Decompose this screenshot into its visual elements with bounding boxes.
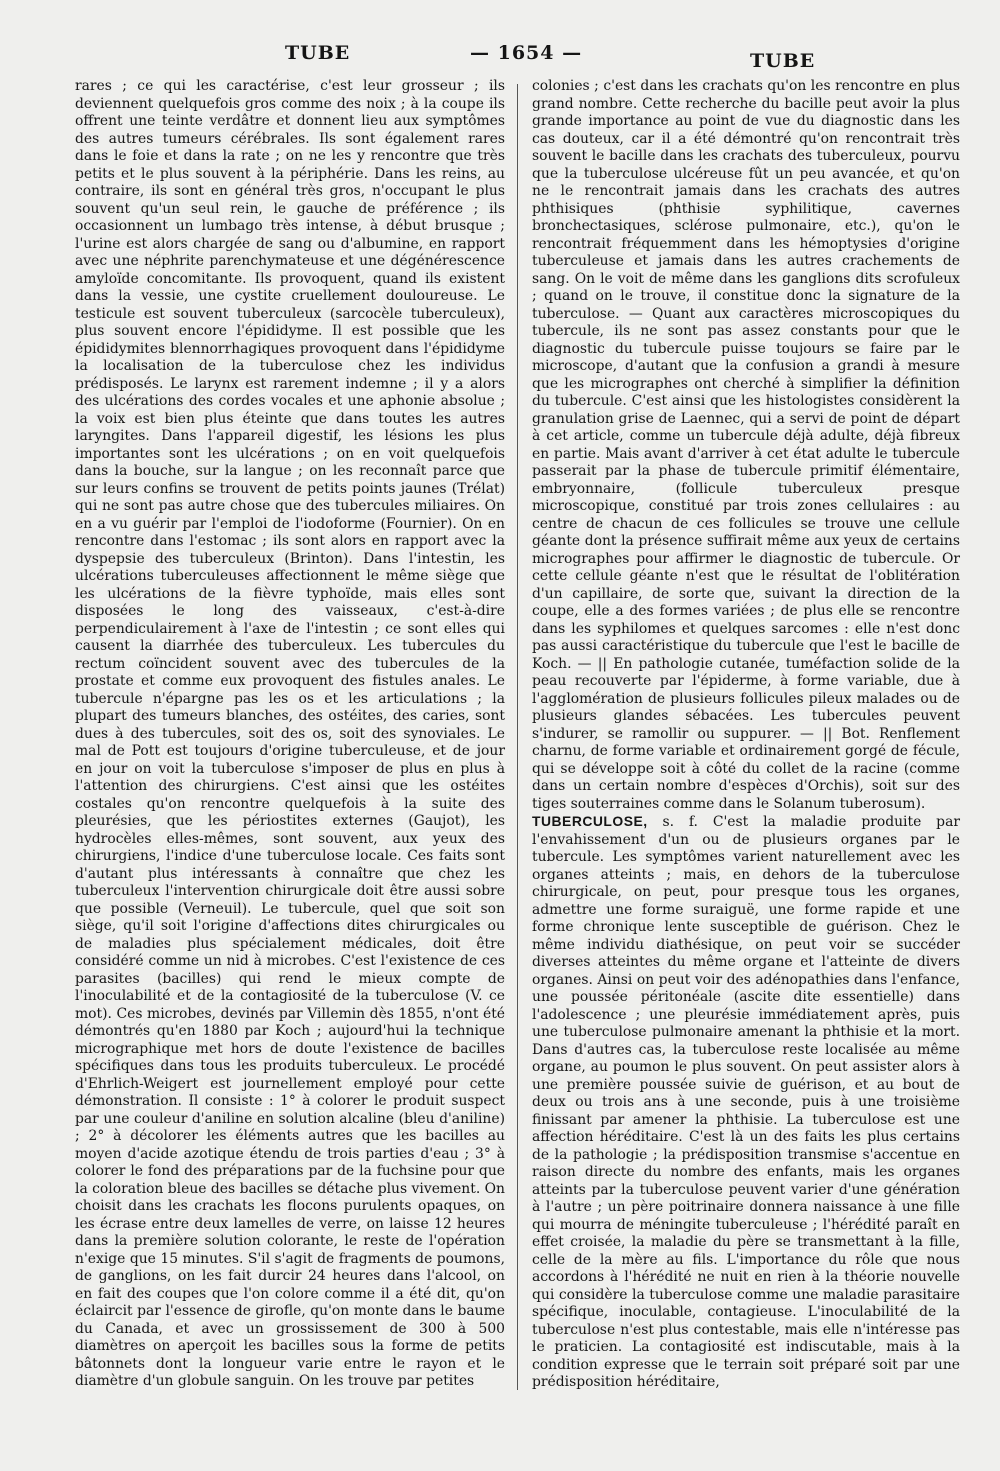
- right-column-text-1: colonies ; c'est dans les crachats qu'on les rencontre en plus grand nombre. Cette recherche du bacille peut avoir la plus grande importance au point de vue du diagnostic dans les cas douteux, car il a été démontré qu'on rencontrait très souvent le bacille dans les crachats des tuberculeux, pourvu que la tuberculose ulcéreuse fût un peu avancée, et qu'on ne le rencontrait jamais dans les crachats des autres phthisiques (phthisie syphilitique, cavernes bronchectasiques, sclérose pulmonaire, etc.), qu'on le rencontrait fréquemment dans les hémoptysies d'origine tuberculeuse et jamais dans les autres crachements de sang. On le voit de même dans les ganglions dits scrofuleux ; quand on le trouve, il constitue donc la signature de la tuberculose. — Quant aux caractères microscopiques du tubercule, ils ne sont pas assez constants pour que le diagnostic du tubercule puisse toujours se faire par le microscope, d'autant que la confusion a grandi à mesure que les micrographes ont cherché à simplifier la définition du tubercule. C'est ainsi que les histologistes considèrent la granulation grise de Laennec, qui a servi de point de départ à cet article, comme un tubercule déjà adulte, déjà fibreux en partie. Mais avant d'arriver à cet état adulte le tubercule passerait par la phase de tubercule primitif élémentaire, embryonnaire, (follicule tuberculeux presque microscopique, constitué par trois zones cellulaires : au centre de chacun de ces follicules se trouve une cellule géante dont la présence suffirait même aux yeux de certains micrographes pour affirmer le diagnostic de tubercule. Or cette cellule géante n'est que le résultat de l'oblitération d'un capillaire, de sorte que, suivant la direction de la coupe, elle a des formes variées ; de plus elle se rencontre dans les syphilomes et quelques sarcomes : elle n'est donc pas aussi caractéristique du tubercule que l'est le bacille de Koch. — || En pathologie cutanée, tuméfaction solide de la peau recouverte par l'épiderme, à forme variable, due à l'agglomération de plusieurs follicules pileux malades ou de plusieurs glandes sébacées. Les tubercules peuvent s'indurer, se ramollir ou suppurer. — || Bot. Renflement charnu, de forme variable et ordinairement gorgé de fécule, qui se développe soit à côté du collet de la racine (comme dans un certain nombre d'espèces d'Orchis), soit sur des tiges souterraines comme dans le Solanum tuberosum).: [532, 78, 960, 812]
- right-column: [532, 78, 960, 1392]
- entry-tuberculose: [532, 813, 960, 1392]
- left-column: [75, 78, 505, 1391]
- column-divider: [517, 84, 518, 1390]
- header-right-guideword: TUBE: [750, 50, 816, 72]
- page-number: — 1654 —: [470, 42, 583, 64]
- left-column-text: rares ; ce qui les caractérise, c'est leur grosseur ; ils deviennent quelquefois gros comme des noix ; à la coupe ils offrent une teinte verdâtre et donnent lieu aux symptômes des autres tumeurs cérébrales. Ils sont également rares dans le foie et dans la rate ; on ne les y rencontre que très petits et le plus souvent à la périphérie. Dans les reins, au contraire, ils sont en général très gros, n'occupant le plus souvent qu'un seul rein, le gauche de préférence ; ils occasionnent un lumbago très intense, à début brusque ; l'urine est alors chargée de sang ou d'albumine, en rapport avec une néphrite parenchymateuse et une dégénérescence amyloïde concomitante. Ils provoquent, quand ils existent dans la vessie, une cystite cruellement douloureuse. Le testicule est souvent tuberculeux (sarcocèle tuberculeux), plus souvent encore l'épididyme. Il est possible que les épididymites blennorrhagiques provoquent dans l'épididyme la localisation de la tuberculose chez les individus prédisposés. Le larynx est rarement indemne ; il y a alors des ulcérations des cordes vocales et une aphonie absolue ; la voix est bien plus éteinte que dans toutes les autres laryngites. Dans l'appareil digestif, les lésions les plus importantes sont les ulcérations ; on en voit quelquefois dans la bouche, sur la langue ; on les reconnaît parce que sur leurs confins se trouvent de petits points jaunes (Trélat) qui ne sont pas autre chose que des tubercules miliaires. On en a vu guérir par l'emploi de l'iodoforme (Fournier). On en rencontre dans l'estomac ; ils sont alors en rapport avec la dyspepsie des tuberculeux (Brinton). Dans l'intestin, les ulcérations tuberculeuses affectionnent le même siège que les ulcérations de la fièvre typhoïde, mais elles sont disposées le long des vaisseaux, c'est-à-dire perpendiculairement à l'axe de l'intestin ; ce sont elles qui causent la diarrhée des tuberculeux. Les tubercules du rectum coïncident souvent avec des tubercules de la prostate et comme eux provoquent des fistules anales. Le tubercule n'épargne pas les os et les articulations ; la plupart des tumeurs blanches, des ostéites, des caries, sont dues à des tubercules, soit des os, soit des synoviales. Le mal de Pott est toujours d'origine tuberculeuse, et de jour en jour on voit la tuberculose s'imposer de plus en plus à l'attention des chirurgiens. C'est ainsi que les ostéites costales qu'on rencontre quelquefois à la suite des pleurésies, que les périostites externes (Gaujot), les hydrocèles elles-mêmes, sont souvent, aux yeux des chirurgiens, l'indice d'une tuberculose locale. Ces faits sont d'autant plus intéressants à connaître que chez les tuberculeux l'intervention chirurgicale doit être aussi sobre que possible (Verneuil). Le tubercule, quel que soit son siège, qu'il soit l'origine d'affections dites chirurgicales ou de maladies plus spécialement médicales, doit être considéré comme un nid à microbes. C'est l'existence de ces parasites (bacilles) qui rend le mieux compte de l'inoculabilité et de la contagiosité de la tuberculose (V. ce mot). Ces microbes, devinés par Villemin dès 1855, n'ont été démontrés qu'en 1880 par Koch ; aujourd'hui la technique micrographique met hors de doute l'existence de bacilles spécifiques dans tous les produits tuberculeux. Le procédé d'Ehrlich-Weigert est journellement employé pour cette démonstration. Il consiste : 1° à colorer le produit suspect par une couleur d'aniline en solution alcaline (bleu d'aniline) ; 2° à décolorer les éléments autres que les bacilles au moyen d'acide azotique étendu de trois parties d'eau ; 3° à colorer le fond des préparations par de la fuchsine pour que la coloration bleue des bacilles se détache plus vivement. On choisit dans les crachats les flocons purulents opaques, on les écrase entre deux lamelles de verre, on laisse 12 heures dans la première solution colorante, le reste de l'opération n'exige que 15 minutes. S'il s'agit de fragments de poumons, de ganglions, on les fait durcir 24 heures dans l'alcool, on en fait des coupes que l'on colore comme il a été dit, qu'on éclaircit par l'essence de girofle, qu'on monte dans le baume du Canada, et avec un grossissement de 300 à 500 diamètres on aperçoit les bacilles sous la forme de petits bâtonnets dont la longueur varie entre le rayon et le diamètre d'un globule sanguin. On les trouve par petites: [75, 78, 505, 1389]
- headword-tuberculose: TUBERCULOSE,: [532, 813, 648, 829]
- header-left-guideword: TUBE: [285, 42, 351, 64]
- page-header: [70, 42, 860, 82]
- entry-tuberculose-text: s. f. C'est la maladie produite par l'envahissement d'un ou de plusieurs organes par le tubercule. Les symptômes varient naturellement avec les organes atteints ; mais, en dehors de la tuberculose chirurgicale, on peut, pour presque tous les organes, admettre une forme suraiguë, une forme rapide et une forme chronique lente susceptible de guérison. Chez le même individu diathésique, on peut voir se succéder diverses atteintes du même organe et l'atteinte de divers organes. Ainsi on peut voir des adénopathies dans l'enfance, une poussée péritonéale (ascite dite essentielle) dans l'adolescence ; une pleurésie immédiatement après, puis une tuberculose pulmonaire amenant la phthisie et la mort. Dans d'autres cas, la tuberculose reste localisée au même organe, au poumon le plus souvent. On peut assister alors à une première poussée suivie de guérison, et au bout de deux ou trois ans à une seconde, puis à une troisième finissant par amener la phthisie. La tuberculose est une affection héréditaire. C'est là un des faits les plus certains de la pathologie ; la prédisposition transmise s'accentue en raison directe du nombre des enfants, mais les organes atteints par la tuberculose peuvent varier d'une génération à l'autre ; un père poitrinaire donnera naissance à une fille qui mourra de méningite tuberculeuse ; l'hérédité paraît en effet croisée, la maladie du père se transmettant à la fille, celle de la mère au fils. L'importance du rôle que nous accordons à l'hérédité ne nuit en rien à la théorie nouvelle qui considère la tuberculose comme une maladie parasitaire spécifique, inoculable, contagieuse. L'inoculabilité de la tuberculose n'est plus contestable, mais elle n'intéresse pas le praticien. La contagiosité est indiscutable, mais à la condition expresse que le terrain soit préparé soit par une prédisposition héréditaire,: [532, 814, 960, 1390]
